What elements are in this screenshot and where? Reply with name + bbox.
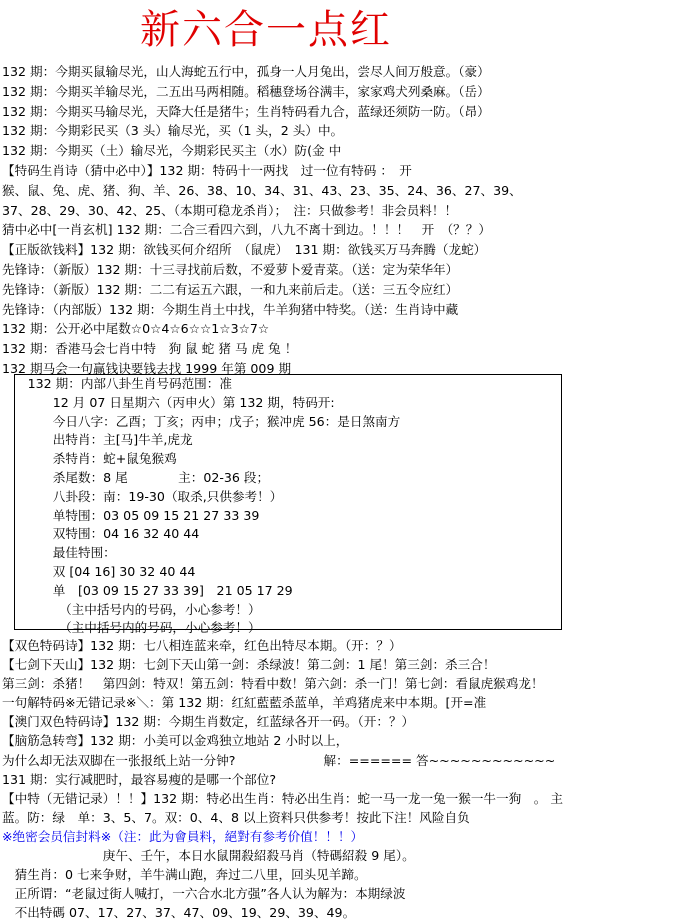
text-line: 先锋诗：（新版）132 期：十三寻找前后数，不爱萝卜爱青菜。（送：定为荣华年） [2, 261, 459, 277]
text-line: 【脑筋急转弯】132 期：小美可以金鸡独立地站 2 小时以上， [2, 733, 349, 749]
text-line: 猜生肖：0 七来争财，羊牛满山跑，奔过二八里，回头见羊蹄。 [2, 867, 367, 883]
text-line: 37、28、29、30、42、25、（本期可稳龙杀肖）； 注：只做参考！非会员料！！ [2, 202, 458, 218]
box-line: 12 月 07 日星期六（丙申火）第 132 期，特码开: [15, 394, 335, 410]
box-line: 杀尾数：8 尾 主：02-36 段； [15, 469, 270, 485]
text-line: 【双色特码诗】132 期：七八相连蓝来牵，红色出特尽本期。（开：？） [2, 638, 402, 653]
box-line: 出特肖：主[马]牛羊,虎龙 [15, 432, 193, 448]
bottom-text-block [2, 636, 688, 922]
text-line: 132 期：今期买（土）输尽光，今期彩民买主（水）防(金 中 [2, 143, 342, 159]
box-line: 双特围：04 16 32 40 44 [15, 526, 200, 542]
text-line: 不出特碼 07、17、27、37、47、09、19、29、39、49。 [2, 905, 356, 921]
bagua-info-box [14, 374, 562, 636]
member-note-line: ※绝密会员信封料※（注：此为會員料，絕對有参考价值！！！） [2, 828, 364, 844]
text-line: 庚午、壬午，本日水鼠開殺紹殺马肖（特碼紹殺 9 尾）。 [2, 848, 415, 864]
box-line: 最佳特围： [15, 545, 116, 561]
text-line: 正所谓：“老鼠过街人喊打，一六合水北方强”各人认为解为：本期绿波 [2, 886, 406, 902]
text-line: 132 期：香港马会七肖中特 狗 鼠 蛇 猪 马 虎 兔 ！ [2, 341, 298, 357]
text-line: 132 期：今期买羊输尽光，二五出马两相随。稻穗登场谷满丰，家家鸡犬列桑麻。（岳） [2, 83, 490, 99]
box-line: 八卦段：南：19-30（取杀,只供参考！） [15, 488, 283, 504]
text-line: 第三剑：杀猪！ 第四剑：特双！第五剑：特看中数！第六剑：杀一门！第七剑：看鼠虎猴鸡龙！ [2, 676, 544, 692]
text-line: 先锋诗：（新版）132 期：二二有运五六跟，一和九来前后走。（送：三五令应红） [2, 281, 459, 297]
box-line: 杀特肖：蛇+鼠兔猴鸡 [15, 451, 177, 467]
text-line: 先锋诗：（内部版）132 期：今期生肖土中找，牛羊狗猪中特奖。（送：生肖诗中藏 [2, 301, 459, 317]
box-line: 单特围：03 05 09 15 21 27 33 39 [15, 507, 260, 523]
text-line: 【中特（无错记录）！！】132 期：特必出生肖：特必出生肖：蛇一马一龙一兔一猴一牛一狗 。 主 [2, 790, 563, 806]
top-text-block [2, 62, 688, 379]
box-line: 132 期：内部八卦生肖号码范围：准 [15, 376, 232, 391]
text-line: 【特码生肖诗（猜中必中）】132 期：特码十一两找 过一位有特码 ： 开 [2, 162, 412, 178]
text-line: 132 期：今期彩民买（3 头）输尽光，买（1 头，2 头）中。 [2, 123, 344, 139]
text-line: 为什么却无法双脚在一张报纸上站一分钟? 解：====== 答~~~~~~~~~~~~ [2, 752, 556, 768]
text-line: 一句解特码※无错记录※＼：第 132 期：红紅藍藍杀蓝单，羊鸡猪虎来中本期。[开=准 [2, 695, 487, 711]
text-line: 【澳门双色特码诗】132 期：今期生肖数定，红蓝绿各开一码。（开：？） [2, 714, 415, 730]
text-line: 132 期：公开必中尾数☆0☆4☆6☆☆1☆3☆7☆ [2, 321, 270, 337]
text-line: 猴、鼠、兔、虎、猪、狗、羊、26、38、10、34、31、43、23、35、24、36、27、39、 [2, 182, 522, 198]
text-line: 132 期：今期买马输尽光，天降大任是猪牛；生肖特码看九合，蓝绿还须防一防。（昂） [2, 103, 490, 119]
box-line: 今日八字：乙酉；丁亥；丙申；戊子；猴冲虎 56：是日煞南方 [15, 413, 401, 429]
text-line: 132 期：今期买鼠输尽光，山人海蛇五行中，孤身一人月兔出，尝尽人间万般意。（豪） [2, 64, 490, 79]
text-line: 蓝。防：绿 单：3、5、7。双：0、4、8 以上资料只供参考！按此下注！风险自负 [2, 809, 470, 825]
box-line: 双 [04 16] 30 32 40 44 [15, 563, 196, 579]
box-line: 单 [03 09 15 27 33 39] 21 05 17 29 [15, 582, 293, 598]
text-line: 猜中必中[一肖玄机] 132 期：二合三看四六到，八九不离十到边。！！！ 开 （？？） [2, 222, 491, 238]
text-line: 132 期马会一句赢钱诀要钱去找 1999 年第 009 期 [2, 360, 292, 376]
box-line: （主中括号内的号码，小心参考！） [15, 620, 261, 636]
text-line: 131 期：实行减肥时，最容易瘦的是哪一个部位? [2, 771, 277, 787]
text-line: 【正版欲钱料】132 期：欲钱买何介绍所 （鼠虎） 131 期：欲钱买万马奔腾（龙蛇） [2, 242, 487, 258]
box-line: （主中括号内的号码，小心参考！） [15, 601, 261, 617]
page-title: 新六合一点红 [140, 7, 392, 53]
text-line: 【七剑下天山】132 期：七剑下天山第一剑：杀绿波！第二剑：1 尾！第三剑：杀三合！ [2, 657, 496, 673]
